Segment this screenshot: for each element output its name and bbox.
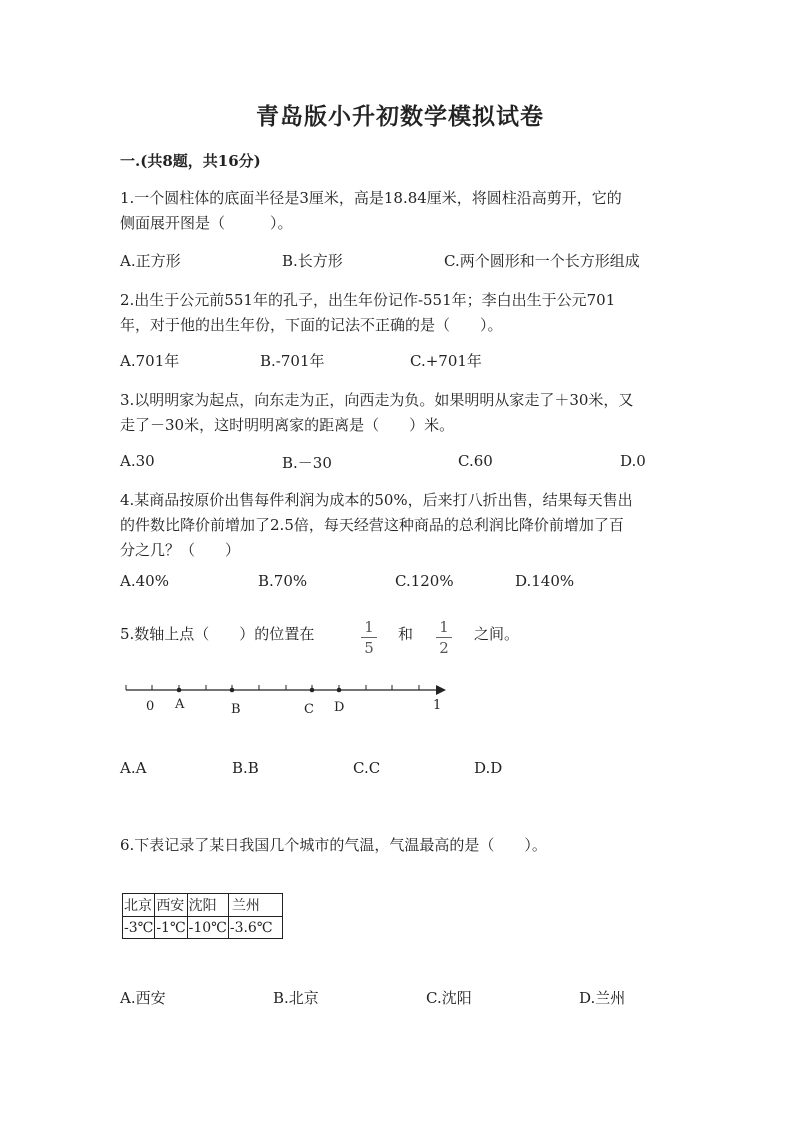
axis-label-d: D [334,700,345,715]
question-4-option-a[interactable]: A.40% [120,572,169,590]
table-header-cell: 兰州 [228,894,282,917]
number-line [120,676,460,716]
fraction-one-half-numerator: 1 [439,618,449,636]
question-5-and: 和 [398,625,414,643]
question-5-option-d[interactable]: D.D [474,759,503,777]
question-6-line-1: 6.下表记录了某日我国几个城市的气温，气温最高的是（ ）。 [120,836,547,854]
question-5-suffix: 之间。 [474,625,520,643]
question-4-line-3: 分之几？（ ） [120,541,241,559]
table-header-row [123,894,283,917]
question-3-option-d[interactable]: D.0 [620,452,646,470]
fraction-one-fifth-denominator: 5 [364,639,374,657]
table-header-cell: 西安 [155,894,187,917]
axis-label-c: C [304,702,314,716]
question-5-option-a[interactable]: A.A [120,759,147,777]
question-5-option-b[interactable]: B.B [232,759,259,777]
question-5-option-c[interactable]: C.C [353,759,381,777]
temperature-table [122,893,283,939]
axis-label-one: 1 [433,698,442,713]
question-6-option-a[interactable]: A.西安 [120,989,166,1007]
question-3-option-c[interactable]: C.60 [458,452,493,470]
axis-label-a: A [175,697,185,712]
section-heading: 一.(共8题，共16分) [120,152,261,170]
axis-label-zero: 0 [146,699,155,714]
fraction-one-fifth [361,618,377,657]
number-line-arrow [436,685,446,695]
question-1-option-a[interactable]: A.正方形 [120,252,181,270]
fraction-bar [436,637,452,638]
question-4-option-b[interactable]: B.70% [258,572,308,590]
table-cell: -1℃ [155,917,187,939]
question-6-option-d[interactable]: D.兰州 [579,989,626,1007]
question-2-option-a[interactable]: A.701年 [120,352,180,370]
fraction-one-half [436,618,452,657]
number-line-ticks [126,685,419,690]
question-3-option-b[interactable]: B.－30 [282,454,332,472]
fraction-one-fifth-numerator: 1 [364,618,374,636]
table-cell: -3.6℃ [228,917,282,939]
question-6-option-b[interactable]: B.北京 [273,989,319,1007]
table-cell: -10℃ [187,917,228,939]
table-header-cell: 沈阳 [187,894,228,917]
question-4-line-2: 的件数比降价前增加了2.5倍，每天经营这种商品的总利润比降价前增加了百 [120,516,624,534]
page-title: 青岛版小升初数学模拟试卷 [256,103,544,130]
question-4-option-c[interactable]: C.120% [395,572,454,590]
question-5-prefix: 5.数轴上点（ ）的位置在 [120,625,315,643]
question-2-option-b[interactable]: B.-701年 [260,352,325,370]
table-row [123,917,283,939]
question-4-line-1: 4.某商品按原价出售每件利润为成本的50%，后来打八折出售，结果每天售出 [120,491,633,509]
question-1-option-b[interactable]: B.长方形 [282,252,343,270]
point-d-dot [337,688,342,693]
question-2-option-c[interactable]: C.+701年 [410,352,482,370]
question-2-line-2: 年，对于他的出生年份，下面的记法不正确的是（ ）。 [120,316,503,334]
question-3-option-a[interactable]: A.30 [120,452,155,470]
question-1-line-1: 1.一个圆柱体的底面半径是3厘米，高是18.84厘米，将圆柱沿高剪开，它的 [120,189,622,207]
fraction-one-half-denominator: 2 [439,639,449,657]
point-a-dot [177,688,182,693]
question-2-line-1: 2.出生于公元前551年的孔子，出生年份记作-551年；李白出生于公元701 [120,291,616,309]
question-3-line-1: 3.以明明家为起点，向东走为正，向西走为负。如果明明从家走了＋30米，又 [120,391,634,409]
fraction-bar [361,637,377,638]
question-1-line-2: 侧面展开图是（ ）。 [120,214,293,232]
table-cell: -3℃ [123,917,155,939]
question-1-option-c[interactable]: C.两个圆形和一个长方形组成 [444,252,640,270]
question-4-option-d[interactable]: D.140% [515,572,575,590]
table-header-cell: 北京 [123,894,155,917]
point-c-dot [310,688,315,693]
question-6-option-c[interactable]: C.沈阳 [426,989,472,1007]
point-b-dot [230,688,235,693]
question-3-line-2: 走了－30米，这时明明离家的距离是（ ）米。 [120,416,455,434]
axis-label-b: B [231,702,241,716]
